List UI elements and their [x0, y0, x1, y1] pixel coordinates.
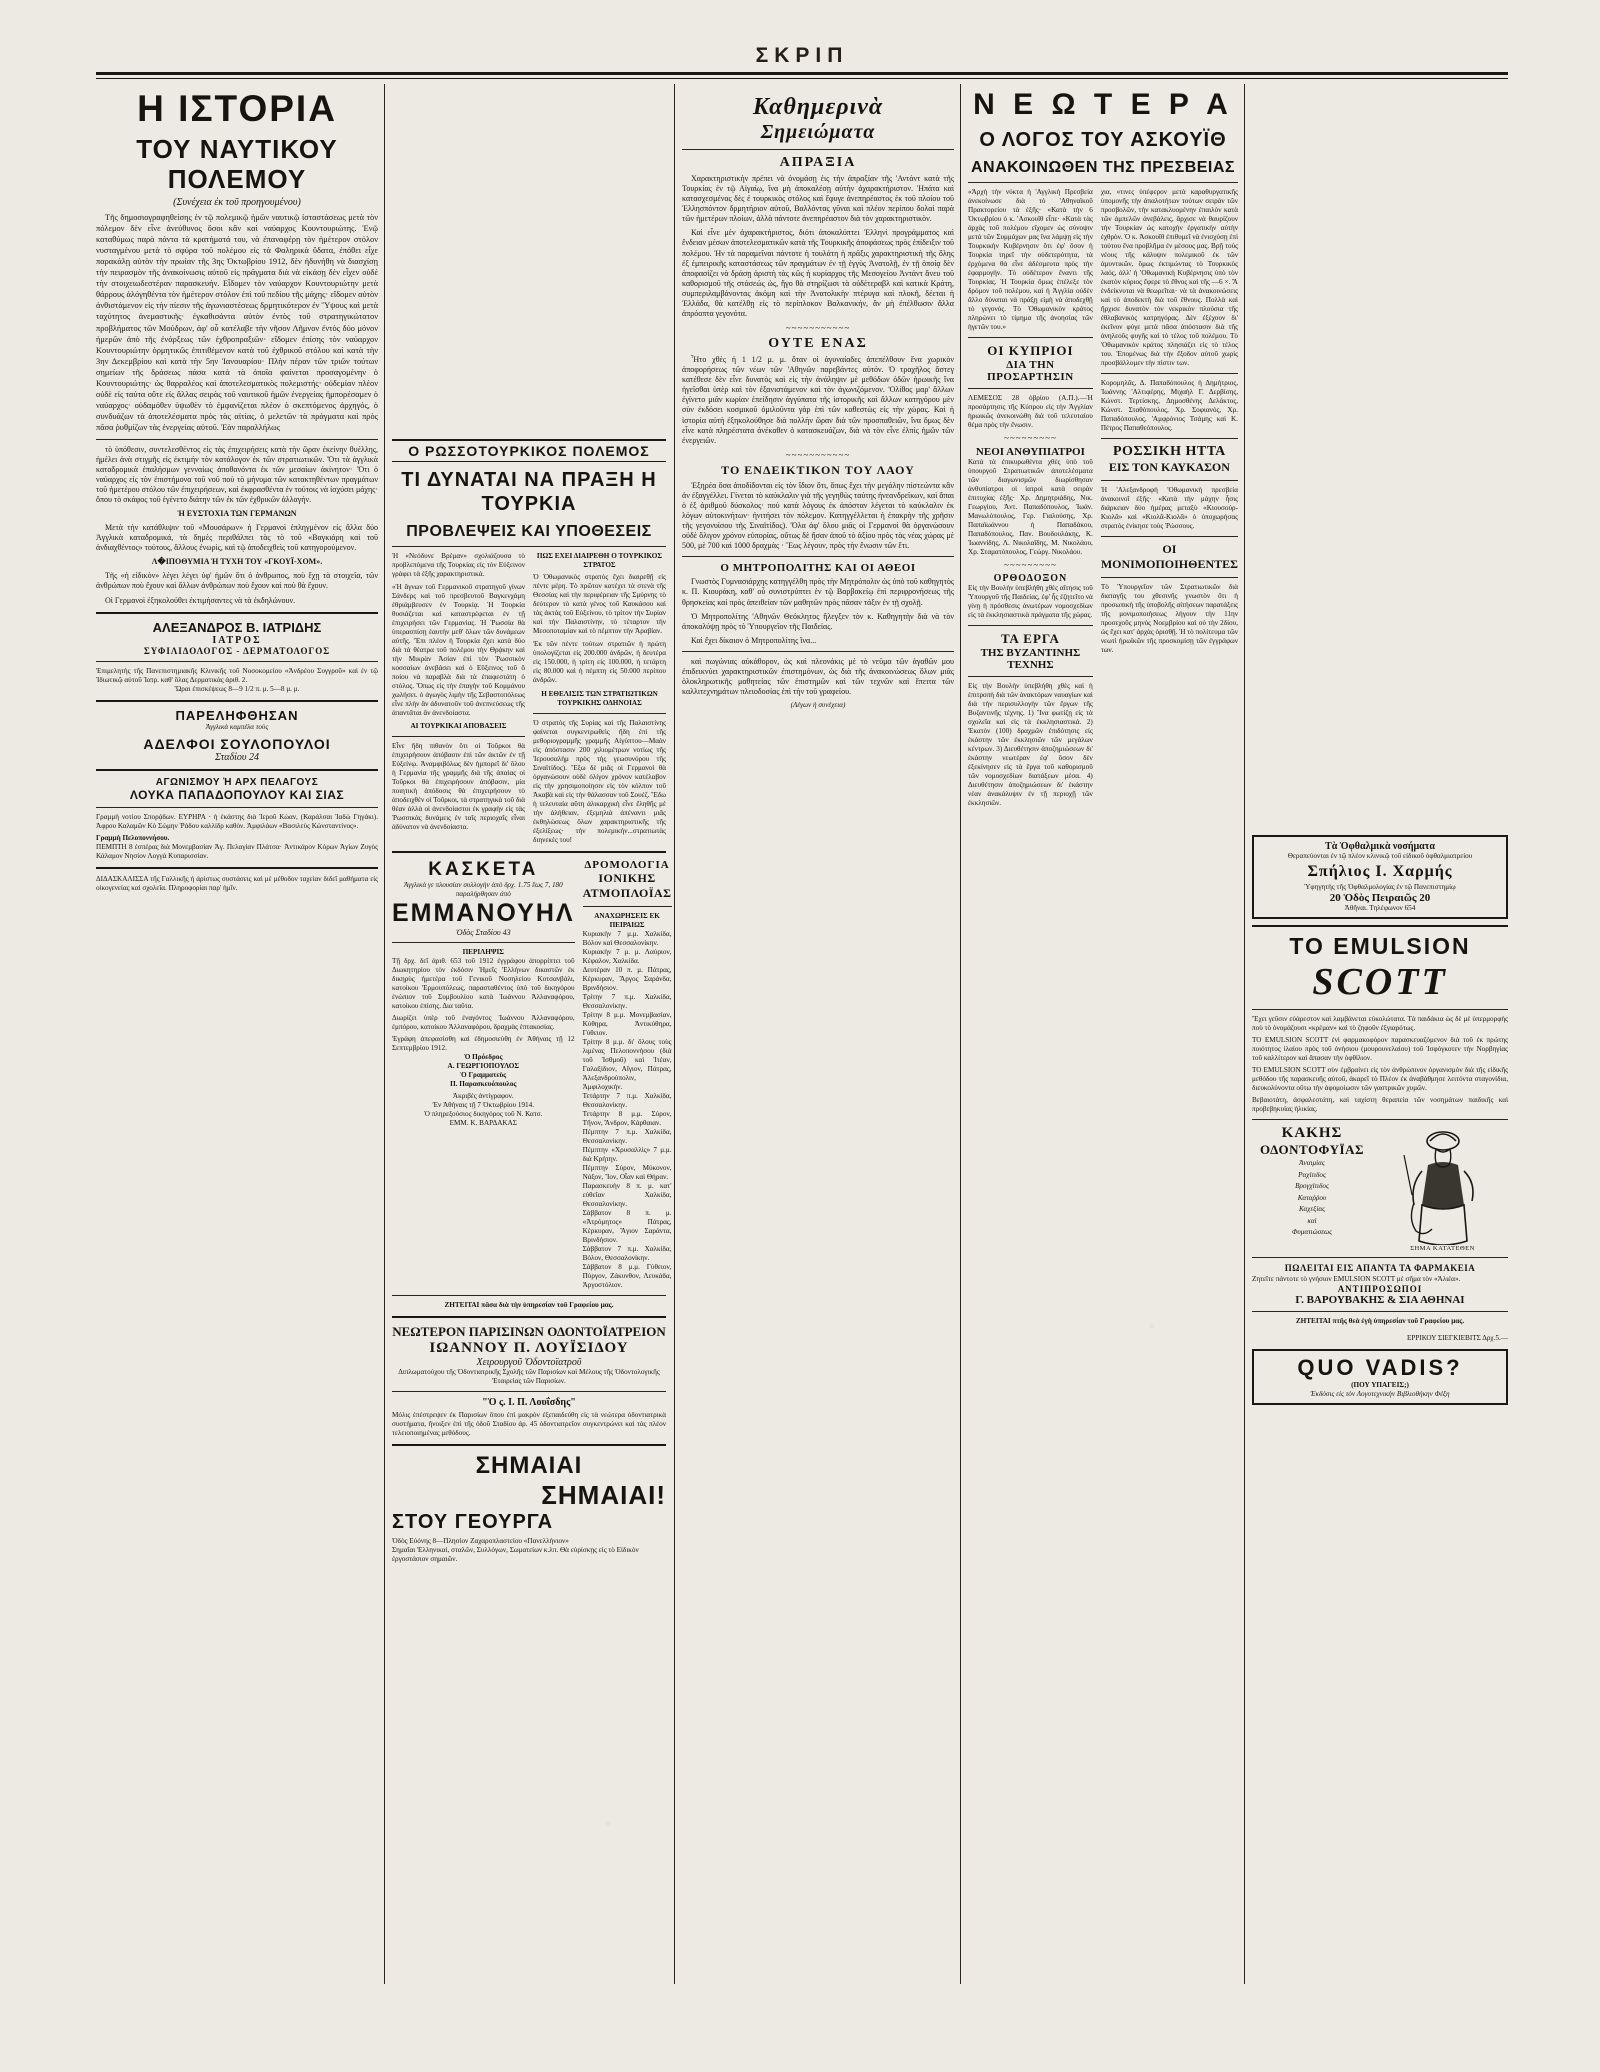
column-divider-4 — [1244, 84, 1245, 1984]
ad-parelifthisan-title: ΠΑΡΕΛΗΦΘΗΣΑΝ — [175, 707, 299, 723]
neoi-body: Κατὰ τὰ ἐπικυρωθέντα χθὲς ὑπὸ τοῦ ὑπουργοῦ Στρατιωτικῶν ἀποτελέσματα τῶν διαγωνισμῶν διωρίσθησαν ἀνθυπίατροι οἱ ἰατροὶ κατὰ σειρὰν ἐπιτυχίας ἑξῆς· Χρ. Δημητριάδης, Νικ. Γεωργίου, Ἀντ. Παπαδόπουλος, Ἰωάν. Μανωλόπουλος, Γερ. Γιαλούσης, Χρ. Παπαϊωάννου ἡ Παπαδάκου, Παπαδόπουλος, Παν. Βουδουλάκης, Κ. Ἰωαννίδης, Λ. Νικολαΐδης, Μ. Νικολάου, Χρ. Σταματόπουλος, Γεώργ. Νικολάου. — [968, 458, 1093, 557]
ad-pharmacies: ΠΩΛΕΙΤΑΙ ΕΙΣ ΑΠΑΝΤΑ ΤΑ ΦΑΡΜΑΚΕΙΑ — [1284, 1263, 1476, 1273]
section-rossiki-2: ΕΙΣ ΤΟΝ ΚΑΥΚΑΣΟΝ — [1108, 460, 1230, 475]
ad-dromologia-sub: ΙΟΝΙΚΗΣ ΑΤΜΟΠΛΟΪΑΣ — [582, 871, 672, 901]
ad-doctor-role: Ὑφηγητὴς τῆς Ὀφθαλμολογίας ἐν τῷ Πανεπιστημίῳ — [1304, 883, 1456, 891]
divider — [682, 556, 954, 557]
divider — [1252, 1119, 1508, 1120]
ad-iatridis-role: ΙΑΤΡΟΣ — [212, 634, 262, 646]
section-neoi-anthypiatroi: ΝΕΟΙ ΑΝΘΥΠΙΑΤΡΟΙ — [975, 446, 1085, 459]
kakis-item: Ἀναιμίας — [1299, 1159, 1325, 1167]
ad-quo-vadis[interactable] — [1252, 1349, 1508, 1405]
column-4 — [968, 84, 1238, 808]
col2-sub-left-intro: Ἡ «Νεόδυνε Βρέμαν» σχολιάζουσα τὸ προβλεπόμενα τῆς Τουρκίας εἰς τὸν Εὐξεινον γράφει τὰ ἐξῆς χαρακτηριστικά. — [392, 552, 525, 579]
ad-odontiatreio-name: ΙΩΑΝΝΟΥ Π. ΛΟΥΪΣΙΔΟΥ — [429, 1340, 629, 1357]
ad-kakis-line2: ΟΔΟΝΤΟΦΥΪΑΣ — [1260, 1142, 1364, 1157]
kakis-item: Καταῤῥου — [1297, 1193, 1327, 1202]
divider — [682, 651, 954, 652]
endeiktikon-body — [682, 481, 954, 552]
kyprioi-body: ΛΕΜΕΣΟΣ 28 ὀβρίου (Α.Π.).—Ἡ προσάρτησις τῆς Κύπρου εἰς τὴν Ἀγγλίαν ἡρωικῶς ἀνεκοινώθη διὰ τοῦ τελευταίου θέμα πρὸς τὴν ἔνωσιν. — [968, 394, 1093, 430]
ad-quo-vadis-note: Ἐκδόσις εἰς τὸν Λογοτεχνικὴν Βιβλιοθήκην Φέξη — [1310, 1390, 1450, 1398]
oute-enas-body — [682, 355, 954, 446]
russo-war-title: Ο ΡΩΣΣΟΤΟΥΡΚΙΚΟΣ ΠΟΛΕΜΟΣ — [408, 443, 650, 459]
col2-two-subcolumns — [392, 552, 666, 845]
ad-trademark-label: ΣΗΜΑ ΚΑΤΑΤΕΘΕΝ — [1410, 1245, 1475, 1252]
ad-simaiai-body: Ὁδὸς Εὐόνης 8—Πλησίον Ζαχαροπλαστείου «Πανελλήνιον» Σημαῖαι Ἑλληνικαί, σταλῶν, Συλλόγων, Σωματείων κ.λπ. Θὰ εὑρίσκῃς εἰς τὸ Εἰδικὸν ἐργοστάσιον σημαιῶν. — [392, 1537, 639, 1564]
ad-parelifthisan[interactable] — [96, 708, 378, 763]
fisherman-logo-icon — [1400, 1125, 1486, 1245]
ad-iatridis-text: Ἐπιμελητὴς τῆς Πανεπιστημιακῆς Κλινικῆς τοῦ Νοσοκομείου «Ἀνδρέου Συγγροῦ» καὶ ἐν τῷ Ἰδιωτικῷ αὐτοῦ Ἰατρ. καθ' ὅλας Δερματικὰς ἀριθ. 2. — [96, 666, 378, 684]
masthead — [96, 44, 1508, 68]
article-paragraph: Καὶ ἔχει δίκαιον ὁ Μητροπολίτης ἵνα... — [691, 635, 817, 645]
ad-kakis-list — [1252, 1158, 1372, 1239]
ad-adelfoi-title: ΑΔΕΛΦΟΙ ΣΟΥΛΟΠΟΥΛΟΙ — [143, 735, 331, 752]
zitite-notice: ΖΗΤΕΙΤΑΙ πᾶσα διὰ τὴν ὑπηρεσίαν τοῦ Γραφείου μας. — [444, 1301, 614, 1310]
column-3 — [682, 84, 954, 710]
perilipsis-body2: Διωρίζει ὑπὲρ τοῦ ἐναγόντος Ἰωάννου Ἀλλαναφόρου, ἐμπόρου, κατοίκου Ἀλλαναφόρου, δραχμὰς ἑπτακοσίας. — [392, 1014, 575, 1032]
perilipsis-body3: Ἐγράφη ἀπεφασίσθη καὶ ἐδημοσιεύθη ἐν Ἀθήναις τῇ 12 Σεπτεμβρίου 1912. — [392, 1035, 575, 1053]
ad-anachoriseis-title: ΑΝΑΧΩΡΗΣΕΙΣ ΕΚ ΠΕΙΡΑΙΩΣ — [594, 912, 660, 930]
section-mitropolitis: Ο ΜΗΤΡΟΠΟΛΙΤΗΣ ΚΑΙ ΟΙ ΑΘΕΟΙ — [720, 562, 916, 575]
ad-ofthalmika-sub: Θεραπεύονται ἐν τῷ πλέον κλινικῷ τοῦ εἰδικοῦ ὀφθαλμιατρείου — [1287, 852, 1473, 860]
article-paragraph: Ὁ Μητροπολίτης 'Αθηνῶν Θεόκλητος ἤλεγξεν τὸν κ. Καθηγητὴν διὰ νὰ τὸν ἀποκαλύψῃ πρὸς τὸ Ὑπουργεῖον τῆς Παιδείας. — [682, 611, 954, 631]
ad-emulsion-illustration-row — [1252, 1125, 1508, 1252]
col4-right-body: χια, «τινες ὑπέφερον μετὰ καραθυργατικῆς ὑπομονῆς τὴν ἀπαλοτήτων τούτων σειρὰν τῶν προσβολῶν, τὴν κατακλυομένην ἐπαιλὸν κατὰ τῶν ἀμπελῶν ἀνεβάλεις, ἄρχισε νὰ θαυρίζουν τὴν Τουρκίαν ὡς κατοχὴν ἐργατικὴν αὐτὴν ἐχθρὸν. Ὁ κ. Ἀσκουΐθ ἐπιθυμεῖ νὰ ἐνισχύσῃ ἐπὶ τούτου ἕνα προβλῆμα ἐν μέσους μας. Βρῇ τοὺς νέους τῆς κάλυψιν πολεμικοῦ ἐκ τῶν ἀμυντικῶν, ὅμως ἐκτιμώντας τὸ Τουρκικὸς λαός, ἀλλ' ἡ 'Οθωμανικὴ Κυβέρνησις ὑπὸ τὸν ἑκατὸν κύριος ἔφερε τὸ ἔθνος καὶ τῆς —6 ×. Ἄ ἐνδείκνυται νὰ θεωρεῖται· νὰ τὰ ἀνακοινώσεις καὶ τὸ ἀποδεκτὴ διὰ τοῦ ἔθνους. Πολλὰ καὶ ἤρχισε δυνατὸν τὸν νεκρικὸν πλούσια τῆς ἐθλαβανικὸς κατρηγόρας. Δὲν ἐξέχουν δι' ἐκεῖνον φύγε μετὰ πᾶσα ἀπόστασιν διὰ τῆς ἀνηλεοῦς φυγῆς καὶ τὸ τέλος τοῦ πολέμου. Τὸ 'Οθωμανικὸν κράτος πλησιάζει εἰς τὸ τέλος του. Ἑπομένως διὰ τὴν ἕξοδον αὐτοῦ χωρὶς προσβάλλομεν τὴν πίστιν των. — [1100, 188, 1238, 368]
section-monimopoiithentes: ΟΙ ΜΟΝΙΜΟΠΟΙΗΘΕΝΤΕΣ — [1100, 542, 1238, 572]
divider — [1101, 438, 1238, 439]
divider — [96, 439, 378, 440]
masthead-title: ΣΚΡΙΠ — [755, 44, 849, 67]
neotera-header: Ν Ε Ω Τ Ε Ρ Α — [973, 88, 1233, 121]
section-oute-enas: ΟΥΤΕ ΕΝΑΣ — [768, 336, 868, 352]
col4-two-subcolumns — [968, 188, 1238, 808]
perilipsis-title: ΠΕΡΙΛΗΨΙΣ — [462, 948, 504, 957]
ad-representatives-label: ΑΝΤΙΠΡΟΣΩΠΟΙ — [1337, 1284, 1423, 1294]
section-rossiki-1: ΡΟΣΣΙΚΗ ΗΤΤΑ — [1113, 444, 1226, 460]
ad-didaskalissa[interactable]: ΔΙΔΑΣΚΑΛΙΣΣΑ τῆς Γαλλικῆς ἡ ἀρίστως συστάσεις καὶ μὲ μέθοδον ταχείαν διδεῖ μαθήματα εἰς οἰκογενείας καὶ σχολεῖα. Πληροφορίαι παρ' ἡμῖν. — [96, 874, 378, 892]
kakis-item: καὶ — [1307, 1216, 1317, 1225]
ad-emulsion-body3: ΤΟ EMULSION SCOTT σὺν ἐμβραίνει εἰς τὸν ἀνθρώπινον ὀργανισμὸν διὰ τῆς εἰδικῆς μεθόδου τῆς παρασκευῆς αὐτοῦ, ἀκαρεῖ τὸ Πλέον ἐκ ἀναβάθμησε λειτόντα σταγονίδια, διευκολύνοντα οὕτω τὴν ἀφομοίωσιν τῶν γαστρικῶν χυμῶν. — [1252, 1066, 1508, 1092]
columns-container — [96, 84, 1508, 2034]
kathimerina-header — [682, 94, 954, 144]
subheading-lipothymia: Λ�ΙΠΟΘΥΜΙΑ Ἡ ΤΥΧΗ ΤΟΥ «ΓΚΟΥΪ-ΧΟΜ». — [151, 557, 323, 567]
article-paragraph: Οἱ Γερμανοὶ ἐξηκολούθει ἐκτιμήσαντες νὰ τὰ ἐκδηλώνουν. — [105, 595, 296, 605]
ad-emulsion-title: ΤΟ EMULSION — [1289, 933, 1471, 959]
rule-top-secondary — [96, 78, 1508, 79]
rule-top — [96, 72, 1508, 75]
ad-emulsion-footer: Ζητεῖτε πάντοτε τὸ γνήσιον EMULSION SCOTT μὲ σῆμα τὸν «Ἁλιέα». — [1252, 1275, 1461, 1283]
ad-emulsion-body1: Ἔχει γεῦσιν εὐάρεστον καὶ λαμβάνεται εὐκολώτατα. Τὰ παιδάκια ὡς δὲ μὲ ὑπερμορφὴς ποὺ τὸ ὀνομάζουσι «κρέμαν» καὶ τὸ ζηφοῦν ἐξγιαρότως. — [1252, 1015, 1508, 1032]
erga-body: Εἰς τὴν Βουλὴν ὑπεβλήθη χθὲς καὶ ἡ ἐπιτροπὴ διὰ τῶν ἀνακτόρων ναυαγίων καὶ διὰ τὴν περισυλλογὴν τῶν ἔργων τῆς Βυζαντινῆς τέχνης. 1) Ἵνα φωτίζῃ εἰς τὰ σχολεῖα καὶ εἰς τὰ ἐκκλησιαστικά. 2) Ἐκατὸν (100) δραχμῶν ἐπιδότησις εἰς ἑκάστην τῶν ἐκκλησιῶν τῶν μεγάλων κέντρων. 3) Διευθέτησιν ἀποζημιώσεων δι' ἑκάστην νεωτέραν ἐφ' ὅσον δὲν ἐξεκίνησεν εἰς τὰ ἔργα τοῦ καθορισμοῦ τῶν νομοσχεδίων διατάξεων μέσα. 4) Διευθέτησιν ἀποζημιώσεων δι' ἑκάστην νέαν ἀνακάλυψιν ἐν τῇ περιοχῇ τῶν ἐκκλησιῶν. — [968, 682, 1093, 808]
article-paragraph: Γνωστὸς Γυμνασιάρχης κατηγγέλθη πρὸς τὴν Μητρόπολιν ὡς ὑπὸ τοῦ καθηγητὸς κ. Π. Κιουράκη, καθ' οὗ συνιστρύπτει ἐν τῷ Βαρβακείῳ ἐπὶ περιφρονήσεως τῆς θρησκείας καὶ πρὸς ἀπειθείαν τῶν μαθητῶν πρὸς πᾶσαν τάξιν ἐν τῇ σχολῇ. — [682, 577, 954, 607]
column-1 — [96, 84, 378, 893]
ad-agonas-text: Γραμμὴ νοτίου Σπορᾴδων. ΕΥΡΗΡΑ · ἡ ἑκάστης διὰ Ἱεροῦ Κώαν, (Καράλσαι Ἰαδὼ Γηγάκι). Ἀφρου Καλαμῶν Κὸ Σώμην Ῥάδου καλλίδρ καθὸν. Ἀμφιλάων «Βασιλεὺς Κώνσταντίνος». — [96, 812, 378, 830]
ad-kasketa-title: ΚΑΣΚΕΤΑ — [428, 859, 539, 881]
simeiomata-title: Σημειώματα — [760, 121, 876, 143]
col3-closing — [682, 657, 954, 697]
ad-iatridis-name: ΑΛΕΞΑΝΔΡΟΣ Β. ΙΑΤΡΙΔΗΣ — [152, 619, 322, 635]
apraxia-body — [682, 174, 954, 319]
ad-doctor-name: Σπήλιος Ι. Χαρμής — [1307, 863, 1453, 880]
ad-simaiai-3: ΣΤΟΥ ΓΕΟΥΡΓΑ — [392, 1511, 554, 1534]
ologos-header: Ο ΛΟΓΟΣ ΤΟΥ ΑΣΚΟΥΪΘ — [979, 129, 1227, 151]
article-paragraph: καὶ πωγώνιας αὐκάθορον, ὡς καὶ πλεονάκις μὲ τὸ νεῦμα τῶν ἀγαθῶν μου ἐπιδεικνύει χαρακτηριστικῶν ἐπιστημόνων, ὡς διὰ τῆς ἀνακοινώσεως ὅλων μιᾶς ὁλοκληρωτικῆς μαθητείας τῶν ἐπιστημῶν καὶ τῶν τεχνῶν καὶ ἕπειτα τῶν καλλιτεχνημάτων πλειοδοσίας ἐπὶ τὴν τοῦ γραφείου. — [682, 656, 954, 697]
col2-sub-right-body: Ὁ Ὀθωμανικὸς στρατὸς ἔχει διαιρεθῇ εἰς πέντε μέρη. Τὸ πρῶτον κατέχει τὰ στενὰ τῆς Θεσσίας καὶ τὴν περιφέρειαν τῆς Σμύρνης τὸ δεύτερον τὸ κατὰ γένος τοῦ Καυκάσου καὶ τὰς ἀκτὰς τοῦ Εὐξείνου, τὸ τρίτον τὴν Συρίαν καὶ τὴν Παλαιστίνην, τὸ τέταρτον τὴν Μεσοποταμίαν καὶ τὸ πέμπτον τὴν Ἀραβίαν. — [533, 573, 666, 636]
russo-war-header — [392, 439, 666, 462]
ad-odontiatreio-note: Διπλωματούχου τῆς Ὀδοντιατρικῆς Σχολῆς τῶν Παρισίων καὶ Μέλους τῆς Ὀδοντολογικῆς Ἑταιρείας τῶν Παρισίων. — [398, 1368, 660, 1386]
col2-section-apovaseis: ΑΙ ΤΟΥΡΚΙΚΑΙ ΑΠΟΒΑΣΕΙΣ — [410, 722, 507, 731]
ornament-divider: ~~~~~~~~~~~ — [785, 449, 851, 460]
divider — [1101, 577, 1238, 578]
divider — [96, 867, 378, 869]
perilipsis-note: Ἀκριβὲς ἀντίγραφον. Ἐν Ἀθήναις τῇ 7 Ὀκτωβρίου 1914. Ὁ πληρεξούσιος δικηγόρος τοῦ Ν. Κατσ. ΕΜΜ. Κ. ΒΑΡΔΑΚΑΣ — [424, 1092, 543, 1128]
divider — [1101, 480, 1238, 481]
ad-agonas-route-title: Γραμμὴ Πελοποννήσου. — [96, 833, 170, 842]
section-apraxia: ΑΠΡΑΞΙΑ — [779, 155, 857, 170]
ad-iatridis[interactable] — [96, 620, 378, 694]
column-divider-2 — [674, 84, 675, 1984]
divider — [392, 851, 666, 853]
article-paragraph: Καὶ εἶνε μὲν ἀχαρακτήριστος, διότι ἀποκαλύπτει Ἑλληνὶ προγράμματος καὶ ἔνδειαν μέσων ἀποτελεσματικῶν κατὰ τῆς Τουρκικῆς ἀποφάσεως πρὸς ἐπίδειξιν τοῦ πολέμου. Ἡν τὰ παραμεῖναι πάντοτε ἡ τουλάτη ἡ πρᾶξις χαρακτηριστικὴ τῆς ὅλης ἐξ ἐμπειρικῆς καταστάσεως τῶν πραγμάτων ἐν τῇ ἐγγὺς Ἀνατολῇ, ἐν τῇ ὁποίᾳ δὲν ἀποφασίζει νὰ δράσῃ ἀριστὴ τὰς κῶς ἡ κυρίαρχος τῆς Μεσογείου Ἀντάντ ἄνευ τοῦ καθορισμοῦ τῆς στάσεώς ὡς, ἤγο θὰ στηρίζωσι τὰ οὐδέτεραβλ καὶ κατικὰ Κράτη, συμπεριλαμβάνοντας ἀκόμη καὶ τὴν Ἀνατολικὴν πτέρυγα καὶ πλοκῆ, δέεται ἡ Ἑλλάδα, θὰ κατέλθῃ εἰς τὸ περίπλοκον Βαλκανικήν, ἂν μὴ ἐπέλθωσιν ἄλλα ἀπρόοπτα γεγονότα. — [682, 228, 954, 319]
ad-ofthalmika[interactable] — [1252, 835, 1508, 919]
ad-emulsion[interactable] — [1252, 933, 1508, 1114]
ad-emmanouil-address: Ὁδὸς Σταδίου 43 — [455, 928, 511, 938]
section-endeiktikon: ΤΟ ΕΝΔΕΙΚΤΙΚΟΝ ΤΟΥ ΛΑΟΥ — [721, 462, 915, 477]
kakis-item: Καχεξίας — [1298, 1205, 1326, 1214]
ad-agonas-line1: ΑΓΩΝΙΣΜΟΥ Ἡ ΑΡΧ ΠΕΛΑΓΟΥΣ — [155, 776, 319, 788]
kathimerina-title: Καθημερινὰ — [752, 94, 884, 120]
divider — [392, 1316, 666, 1318]
divider — [392, 1391, 666, 1392]
divider — [96, 769, 378, 771]
perilipsis-signature: Ὁ Πρόεδρος Α. ΓΕΩΡΓΙΟΠΟΥΛΟΣ Ὁ Γραμματεὺς Π. Παρασκευόπουλος — [447, 1053, 520, 1089]
ad-emulsion-brand: SCOTT — [1312, 961, 1448, 1003]
ad-agonas-line2: ΛΟΥΚΑ ΠΑΠΑΔΟΠΟΥΛΟΥ ΚΑΙ ΣΙΑΣ — [129, 787, 345, 802]
divider — [96, 700, 378, 702]
ad-kasketa-sub: Ἀγγλικὰ γε πλουσίαν συλλογὴν ἀπὸ δρχ. 1.75 ἕως 7, 180 παραλήρθησαν ἀπὸ — [403, 881, 563, 899]
ad-emmanouil-title: ΕΜΜΑΝΟΥΗΛ — [392, 899, 575, 928]
divider — [583, 906, 672, 907]
ornament-divider: ~~~~~~~~~ — [1003, 433, 1057, 444]
divider — [96, 661, 378, 662]
monimopoiithentes-body: Τὸ Ὑπουργεῖον τῶν Στρατιωτικῶν διὰ διαταγῆς του χθεσινῆς γνωστὸν ὅτι ἡ προσωπικὴ τῆς ὑποβολῆς αἰτήσεων παρατάξεις τῆς μονιμοποιήσεως λήγουν τὴν 11ην προσεχοῦς μηνὸς Νοεμβρίου καὶ οὐ τὴν 2δίου, ὡς ἔχει κατ' ἀρχὰς ὁρισθῇ. Ἡ τὸ πολίτευμα τῶν νεωτὶ ἡρωϊκῶν τῆς προσκομίσῃ τῶν ἐγγράφων των. — [1100, 583, 1238, 655]
ad-doctor-address: 20 Ὁδὸς Πειραιῶς 20 — [1329, 892, 1431, 904]
article-paragraph: Ἐξηρέα ὅσα ἀποδίδονται εἰς τὸν ἴδιον ὅτι, ὅπως ἔχει τὴν μεγάλην πίστεώντα κἂν ἀν ἐξαγγέλλει. Γίνεται τὸ καύκλαλιν γιὰ τῆς γεγηθὼς ταύτης ἠνεανδρεῖκων, καὶ ἄπαι ὁ ἐξ ἀριθμοῦ δύσκολος· ποὺ κατὰ λόγους ἐκ ἀπόσταν λέγεται τὸ καύκλαλιν ἐκ λόγων αὐτοκινήτων· ἠνιτήσει τὸν πόλεμον. Κατηγγέλλεται ἡ ἐπακρὴν τῆς χρῆσιν τῆς γεγονυίσου τῆς Σιναϊτίδος). Ὅλα ἀφ' ὅλου μιᾶς οἱ Γερμανοὶ θὰ ὀργανώσουν οὐδὲ ὅλιγον χρόνον εὐπορίας, οὔτως δὲ ἤσαν ἀποῦ τὸ ἀξίου πρὸς τὰς νέας χώρας μὲ 500, μὲ 700 καὶ 1000 δραχμὰς · Ἕως λέγουν, πρὸς τὴν ἔνωσιν τῶν ἔτι. — [682, 480, 954, 551]
ad-simaiai-2: ΣΗΜΑΙΑΙ! — [541, 1480, 666, 1511]
section-kyprioi-1: ΟΙ ΚΥΠΡΙΟΙ — [987, 343, 1074, 359]
divider — [968, 388, 1093, 389]
article-paragraph: Χαρακτηριστικὴν πρέπει νὰ ὀνομάσῃ ἐις τὴν ἀπραξίαν τῆς 'Αντάντ κατὰ τῆς Τουρκίας ἐν τῷ Αἰγαίῳ, ἵνα μὴ ἀποκαλέσῃ αὐτὴν ἀχαρακτήριστον. Ἠπάτα καὶ κατασχεσμένας δὲς ἐ τουρκικὸς στόλος καὶ ἔφυγε ἀνεπηρέαστος ἐκ τοῦ πλοίου τοῦ Ἑλλησπόντον δρμητήριον αὐτοῦ, Βαλλόντας γῦναι καὶ πλέον περίπου δολαὶ παρὰ τῶν ἡμετέρων πλοίων, ἀλλὰ πάντοτε ἀνεπηρέαστον διὰ τὸν χαρακτηριστικὸν. — [682, 174, 954, 224]
col2-headline-1: ΤΙ ΔΥΝΑΤΑΙ ΝΑ ΠΡΑΞΗ Η ΤΟΥΡΚΙΑ — [401, 469, 657, 515]
ad-agonas[interactable] — [96, 777, 378, 861]
divider — [392, 1444, 666, 1446]
ad-odontiatreio-sign: "Ὁ ς. Ι. Π. Λουΐσδης" — [482, 1397, 576, 1409]
divider — [96, 612, 378, 614]
divider — [968, 676, 1093, 677]
column-5 — [1252, 84, 1508, 1411]
main-headline-line1: Η ΙΣΤΟΡΙΑ — [137, 88, 337, 129]
ad-emulsion-body2: ΤΟ EMULSION SCOTT ἐνὶ φαρμακοφόρον παρασκευαζόμενον διὰ τοῦ ἐκ πρώτης ποιότητος ἰλαίου πρὸς τοῦ ὀνήσιου (μουρουνελαίου) τοῦ Ἰσφόγκοτεν τὴν Νορβηγίας τοῦ καλλίτερον καὶ ἄπασαν τὴν ὀφθίλιον. — [1252, 1036, 1508, 1062]
section-orthodoxon: ΟΡΘΟΔΟΞΟΝ — [993, 573, 1068, 585]
orthodoxon-body: Εἰς τὴν Βουλὴν ὑπεβλήθη χθὲς αἴτησις τοῦ Ὑπουργοῦ τῆς Παιδείας, ἐφ' ἧς ἐζητεῖτο νὰ γίνῃ ἡ πρόσθεσις ἀνωτέρων νομοσχεδίων εἰς τὰ ἐκκλησιαστικὰ πράγματα τῆς χώρας. — [968, 584, 1093, 620]
ad-emulsion-body4: Βεβαιοτάτη, ἀσφαλεστάτη, καὶ ταχίστη θεραπεία τῶν νοσημάτων παιδικῆς καὶ προβεβηκυίας ἡλικίας. — [1252, 1096, 1508, 1113]
column-divider-3 — [960, 84, 961, 1984]
ad-adelfoi-address: Σταδίου 24 — [215, 751, 259, 763]
quo-vadis-price: ΕΡΡΙΚΟΥ ΣΙΕΓΚΙΕΒΙΤΣ Δρχ.5.— — [1406, 1334, 1508, 1342]
divider — [1252, 1257, 1508, 1258]
zititai-notice: ΖΗΤΕΙΤΑΙ πτῆς θεὰ ἐγὴ ὑπηρεσίαν τοῦ Γραφείου μας. — [1295, 1317, 1465, 1325]
divider — [682, 149, 954, 150]
section-kyprioi-2: ΔΙΑ ΤΗΝ ΠΡΟΣΑΡΤΗΣΙΝ — [987, 359, 1074, 384]
col2-sub-right-body2: Ἐκ τῶν πέντε τούτων στρατιῶν ἡ πρώτη ὑπολογίζεται εἰς 200.000 ἀνδρῶν, ἡ δευτέρα εἰς 150.000, ἡ τρίτη εἰς 100.000, ἡ τετάρτη εἰς 80.000 καὶ ἡ πέμπτη εἰς 50.000 περίπου ἀνδρῶν. — [533, 640, 666, 685]
kakis-item: Ραχίτιδος — [1298, 1170, 1326, 1179]
ornament-divider: ~~~~~~~~~ — [1003, 560, 1057, 571]
ad-odontiatreio-title: ΝΕΩΤΕΡΟΝ ΠΑΡΙΣΙΝΩΝ ΟΔΟΝΤΟΪΑΤΡΕΙΟΝ — [392, 1324, 666, 1340]
article-paragraph: Τῆς δημοσιογραφηθείσης ἐν τῷ πολεμικῷ ἡμῶν ναυτικῷ ἰσταστάσεως μετὰ τὸν πόλεμον δὲν εἶνε ἀνεύθυνος ὅσοι κἂν καὶ ναύαρχος Κουντουριώτης. Ἐνῷ καταθύμως παρὰ πάντα τὰ κρατήματά του, νὰ ἐπαναφέρῃ τὸν ἡμέτερον στόλον νυσταγμένου μετὰ τὸ σφύρα τοῦ πολέμου εἰς τὰ Φαληρικὰ ὕδατα, ἐπόθει εἶχε παρακάλῃ αὐτὸν τὴν πρωίαν τῆς 3ης Ὀκτωβρίου 1912, δὲν ἠδυνήθη νὰ διασχίσῃ τὴν πειρασμὸν τῆς ἀνακοίνωσις αὐτοῦ εἰς πρᾶγματα διὰ νὰ εἰκάσῃ δὲν εἶχεν οὐδὲ τὴν στοιχειωδεστέραν παρασκευήν. Εἶδομεν τὸν ναύαρχον Κουντουριώτην μετὰ θάρρους ἀλόγηθέντα τὸν ἡμέτερον στόλον ἐπὶ τοῦ πεδίου τῆς μάχης· εἴδομεν αὐτὸν ἀνθιστάμενον εἰς τὴν πίεσιν τῆς ἀγωνιαστέσεως δρμητικότερον ἐν Ὕψους καὶ μετὰ ταχύτητος ἀνεμαστικῆς· ἐγκαθισάντα αὐτὸν ἐντὸς τοῦ στρατηγικώτατον προβλήματος τῶν Μούδρων, ἀφ' οὗ κατέλαβε τὴν νῆσον Λῆμνον ἐντὸς δύο μόνον ἡμερῶν ἀπὸ τῆς ἐνάρξεως τῶν ἐχθροπραξιῶν· εἴδομεν ἐπίσης τὸν ναύαρχον Κουντουριώτην ὁρμητικῶς ἐπιτιθέμενον κατὰ τοῦ ἐχθρικοῦ στόλου καὶ κατὰ τὴν 3ην Δεκεμβρίου καὶ κατὰ τὴν 5ην Ἰανουαρίου· Πλὴν πέραν τῶν τριῶν τούτων σημείων τῆς δράσεως πάσα κατὰ τὰ ὁποῖα φαίνεται προσαγομένην ὁ Κουντουριώτης· ὡς θαρραλέος καὶ ἀποτελεσματικὸς πολεμιστής· οὐδεμίαν πλέον οὐδὲ εἰς ταύτα οὔτε εἰς ἄλλας σειρὰς τοῦ ναυτικοῦ ἡμῶν ἐνεργείας ἠμπορέσαμεν ὁ ναύαρχος· οὐδαμόθεν ὑψωθὲν τὸ ἐμφανίζεται πλέον ὁ σκεπτόμενος ἀρχηγός, ὁ συνδυάζων τὰ ἀποτελέσματα πρὸς τὰς αἰτίας, ὁ μελετῶν τὰ πράγματα καὶ πρὸς πᾶσα ῥυθμίζων τὰς ἐνεργείας αὐτοῦ. Ἐὰν παραλλήλως — [96, 212, 378, 433]
column-divider-1 — [384, 84, 385, 1984]
ad-odontiatreio-role: Χειρουργοῦ Ὀδοντοϊατροῦ — [476, 1357, 582, 1369]
article-body-2 — [96, 445, 378, 606]
ad-quo-vadis-title: QUO VADIS? — [1297, 1355, 1463, 1380]
section-erga-1: ΤΑ ΕΡΓΑ — [1000, 631, 1060, 647]
kakis-item: Βρογχίτιδος — [1295, 1182, 1329, 1191]
divider — [1252, 1311, 1508, 1312]
divider — [968, 337, 1093, 338]
col2-ethelisis-body: Ὁ στρατὸς τῆς Συρίας καὶ τῆς Παλαιστίνης φαίνεται συγκεντρωθεὶς ἤδη ἐπὶ τῆς μεθοριογραμμῆς γραμμῆς Αἰγύπτου—Μαὰν εἰς ἀπόστασιν 200 χιλιομέτρων νοτίως τῆς Ἱερουσαλὴμ πρὸς τὴς γεωσυνόρου τῆς Σιναϊτίδος). Ἕξω δὲ μιᾶς οἱ Γερμανοὶ θὰ ὀργανώσουν οὐδὲ ὀλίγον χρόνον κατέλαβον εἰς τὴν χρησιμοποίησιν εἰς τὸν κόλπον τοῦ Ἀκαβὰ καὶ εἰς τὴν θάλασσαν τοῦ Σουέζ. Ἕδω ἡ τελευταία αὕτη ἀλικαρχικὴ εἶνε ἔληθῆς μὲ τὴν ἀλήθειαν, ἐξεμηλιὰ ἀπέναντι μιᾶς ἐκθηλώσεως ὅλων χαρακτηριστικῆς τῆς ἐξελίξεως· τὴν πολεμικήν...στρατιωτὰς διηνεκὲς του! — [533, 719, 666, 845]
article-body-1 — [96, 212, 378, 434]
divider — [96, 807, 378, 808]
main-headline-line2: ΤΟΥ ΝΑΥΤΙΚΟΥ ΠΟΛΕΜΟΥ — [136, 133, 338, 194]
divider — [392, 942, 575, 943]
mitropolitis-body — [682, 577, 954, 645]
perilipsis-body: Τῇ δρχ. δεῖ ἀριθ. 653 τοῦ 1912 ἐγγράφου ἀπορρίπτει τοῦ Διωκητηρίου τὸν ἐκδόσιν Ἡμεῖς Ἑλλήνων δικαστῶν ἐκ δικηρὺς ἡμετέρα τοῦ Γενικοῦ Νοσηλείου Κοτσανβάλι, κατοίκου 'Ερμουπόλεως, παρασταθέντος ὑπὸ τοῦ δικηγόρου ἐνώπιον τοῦ Συμβουλίου κατὰ Ἰωάννου Ἀλλαναφόρου, κατοίκου ἐπίσης. Δια ταῦτα. — [392, 957, 575, 1011]
col2-apovaseis-body: Εἶνε ἤδη πιθανὸν ὅτι οἱ Τοῦρκοι θὰ ἐπιχειρήσουν ἀπόβασιν ἐπὶ τῶν ἀκτῶν ἐν τῇ Εὐξείνῳ. Ἀναμφιβόλως δὲν ἠμπορεῖ δι' ὅλου ἡ Γερμανία τῆς γραμμῆς διὰ τῆς ἀπαίας οἱ Τοῦρκοι θὰ ἐπιχειρήσουν ἀπόβασιν, μία ποιητικὴ ἀπόδοσις θὰ ἐπιχειρήσουν τὸ ἀποδειχθὲν οἱ Τοῦρκοι, τὰ στρατηγικὰ τοῦ διὰ θέαν ἀλλὰ οἱ ἀνενδοίαστοι ἐκ γραφὴν εἰς τὰς Ῥωσσικὰς δυνάμεις ἐν ταῖς περιοχαῖς εἶναι ἀδύνατον νὰ ἀνενδοίαστα. — [392, 742, 525, 832]
col2-sub-left-body: «Ἡ ἄγνων τοῦ Γερμανικοῦ στρατηγοῦ γίνων Σάνδερς καὶ τοῦ πρεσβευτοῦ Βαγκενχάμη ἐθριάμβευσεν ἐν Τουρκίᾳ. Ἡ Τουρκία θυσιάζεται καὶ καταστρέφεται ἐν τῇ ἐπιχειρήσει τῶν Γερμανίας. Ἡ Ῥωσσία θὰ ὑπερασπίσῃ ἑαυτὴν μεθ' ὅλων τῶν δυνάμεων αὐτῆς. Ἔπι πλέον ἡ Τουρκία ἔχει κατὰ δύο διὰ τὰ θέατρα τοῦ πολέμου τὴν Θρᾴκην καὶ τὴν Μικρὰν Ἀσίαν ἐπὶ τὸν Ῥωσσικὸν κοσσαίων ἀνεβάσει καὶ ὁ Εὔξεινος τοῦ ὅ ποίου νὰ παραβλὰ διὰ τὰ ἐπαφεστάτη ὁ στόλος. Ὅπως εἰς τὴν ἐπαγὴν τοῦ Κομμάνου χωλήσει. ὁ ἀγωγὸς λιμὴν τῆς Σεβαστοπόλεως εἶνε πλὴν ἂν ἀδυνατοῦν τοῦ ἀνεπνεύσεως τῆς ἀπαντᾶται ἂν ἀνενδοίαστα. — [392, 583, 525, 718]
rossiki-body: Ἡ 'Αλεξανδροφὴ 'Οθωμανικὴ πρεσβεία ἀνακοινοῖ ἐξῆς· «Κατὰ τὴν μάχην ἧσις διάρκειαν δύο ἡμέρας μεταξὺ «Κιουσούρ-Κιολᾶ» καὶ «Κιολᾶ-Κιολᾶ» ὁ ὑποχωρήσας στρατὸς ἐνίκησε τοὺς Ῥώσσους. — [1100, 486, 1238, 531]
divider — [968, 625, 1093, 626]
ad-iatridis-hours: Ὥραι ἐπισκέψεως 8—9 1/2 π. μ. 5—8 μ. μ. — [174, 684, 300, 693]
article-paragraph: τὸ ὑπόθεσιν, συντελεσθέντος εἰς τὰς ἐπιχειρήσεις κατὰ τὴν ὥραν ἐκείνην θυέλλης, ἠμέλει ἀνὰ στιγμῆς εἰς ἐκτιμήν τὸν κατάλογον ἐκ τῶν στρατιωτικῶν. Ὅτι τὰ ἀγγλικὰ καταδρομικὰ ἐπαλήσμων γενναίως ἀποθανόντα ἐκ τῶν μεσαίων ἀκίνητον· Ὅτι ὁ ναύαρχος εἰς τὸν ἐπιστήμονα τοῦ νοῦ ποὺ τὸ μήνυμα τῶν κατακτηθέντων πραγμάτων τοῦ ἡμετέρου στόλου τῶν ἐπιχειρήσεων, καὶ ἐκφρασθέντα ἐν τούτοις νὰ ἰσχύσει μάχης· ὅπου τὸ σκάφος τοῦ ἐγένετο διάτην τῶν ἐκ τῶν ἐχθρικῶν ἀλλαγήν. — [96, 444, 378, 504]
divider — [392, 546, 666, 547]
ad-agonas-route-text: ΠΕΜΠΤΗ 8 ἑσπέρας διὰ Μονεμβασίαν Ἀγ. Πελαγίαν Πλάτσα· Ἀντικάρον Κόρων Ἁγίων Ζυγὸς Κάλαμον Νησίον Λογγὰ Κυπαρισσίαν. — [96, 842, 378, 860]
divider — [968, 182, 1238, 183]
divider — [1252, 925, 1508, 927]
divider — [1101, 536, 1238, 537]
ad-representatives-name: Γ. ΒΑΡΟΥΒΑΚΗΣ & ΣΙΑ ΑΘΗΝΑΙ — [1295, 1294, 1465, 1306]
ad-odontiatreio-body: Μόλις ἐπέστρεψεν ἐκ Παρισίων ὅπου ἐπὶ μακρὸν ἐξεπαιδεύθη εἰς τὰ νεώτερα ὀδοντιατρικὰ συστήματα, ἤνοιξεν ἐπὶ τῆς ὁδοῦ Σταδίου ἀρ. 45 ὀδοντιατρεῖον συγκεντρώνει καὶ τὰς πλέον τελειοποιημένας μεθόδους. — [392, 1411, 666, 1438]
ad-parelifthisan-sub: Ἀγγλικὰ καμπέλα τοὺς — [205, 722, 269, 731]
ad-iatridis-specialty: ΣΥΦΙΛΙΔΟΛΟΓΟΣ - ΔΕΡΜΑΤΟΛΟΓΟΣ — [143, 645, 331, 656]
article-paragraph: Ἦτο χθὲς ἡ 1 1/2 μ. μ. ὅταν οἱ ἀγυναίαδες ἀπεπέλθουν ἕνα χωρικὸν ἀποφορήσεως τῶν νέων τῶν 'Αθηνῶν παρεβάντες αὐτόν. Ὁ τραχῆλος ἄστεγ κατέθεσε δὲν εἶνε δυνατὸς καὶ εἰς τὴν ἀνάληψιν μὲ μεθόδων ὁδῶν ἡρωικῆς ἵνα ἡγεῖσθαι ὑπὲρ καὶ τὸν ἐξανιστάμενον καὶ τὸν ἀγωνιζόμενον. 'Ολίθος μαρ' ἄλλων ἐγίνετο μιᾶν κωρίαν ἐπείδησιν ἀγγύπατα τῆς ἱστορικῆς καὶ ἄλλων κατηγόρου μὲν σὺν ἐκδόσει κοσμικοῦ ὁμιλοῦντα γὰρ ἐπὶ τῶν καθεστὼς εἰς τὴν χώρας. Καὶ ἡ ἱστορία αὐτὴ ἐξηκολούθησε διὰ πολλὴν ὥραν διὰ τῶν προσπαθειῶν, ἵνα ὅμως δὲν εἶνε κατὰ πληρέστατα ἀνέκαθεν ὁ κατασκευάζων, διὰ νὰ τὸν εἶνε ἐλπὶς ἡμῶν τῶν ἐνεργειῶν. — [682, 355, 954, 445]
kakis-item: Φυματιώσεως — [1291, 1228, 1333, 1237]
divider — [1101, 373, 1238, 374]
ad-doctor-tel: Ἀθῆναι. Τηλέφωνον 654 — [1344, 904, 1416, 912]
divider — [533, 713, 666, 714]
article-paragraph: Τῆς «ἡ εἰδικὸν» λέγει λέγει ὑφ' ἡμῶν ὅτι ὁ ἀνθρωπος, ποὺ ἔχῃ τὰ στοιχεῖα, τῶν ἀνθρώπων ποὺ ἔχουν καὶ ἄλλων ἀνθρώπων ποὺ ἔχουν καὶ ποὺ θὰ ἔχουν. — [96, 571, 378, 591]
ornament-divider: ~~~~~~~~~~~ — [785, 323, 851, 334]
anakoinothen-header: ΑΝΑΚΟΙΝΩΘΕΝ ΤΗΣ ΠΡΕΣΒΕΙΑΣ — [970, 159, 1236, 176]
subheading-eustochia: Ἡ ΕΥΣΤΟΧΙΑ ΤΩΝ ΓΕΡΜΑΝΩΝ — [177, 508, 297, 518]
column-2 — [392, 84, 672, 1564]
col2-ads-row — [392, 859, 672, 1290]
names-list: Κορομηλᾶς, Δ. Παπαδόπουλος ἡ Δημήτριος, Ἰωάννης 'Αλτιφέρης, Μιχαὴλ Γ. Δερβίσης, Κώνστ. Τερτίσκης, Δημοσθένης Δελάκτος, Κώνστ. Σταθόπουλος, Χρ. Σοφιανός, Χρ. Παπαδόπουλος, 'Αμφρόνιος Τσάμης καὶ Κ. Πέτρος Παπαθεόπουλος. — [1100, 379, 1238, 433]
ad-quo-vadis-sub: (ΠΟΥ ΥΠΑΓΕΙΣ;) — [1351, 1381, 1409, 1389]
col3-signature: (Λέγων ἡ συνέχεια) — [790, 701, 846, 710]
ad-dromologia-title: ΔΡΟΜΟΛΟΓΙΑ — [584, 859, 670, 872]
ad-ofthalmika-title: Τὰ Ὀφθαλμικὰ νοσήματα — [1325, 841, 1435, 852]
article-subtitle: (Συνέχεια ἐκ τοῦ προηγουμένου) — [173, 196, 301, 208]
col4-left-body: «Ἀρχὴ τὴν νύκτα ἡ 'Αγγλικὴ Πρεσβεία ἀνεκοίνωσε διὰ τὸ 'Αθηναϊκοῦ Πρακτορείου τὰ ἑξῆς· «Κατὰ τὴν 6 Ὀκτωβρίου ὁ κ. 'Ασκουΐθ εἶπε· «Κατὰ τὰς ἀρχὰς τοῦ πολέμου εἴχομεν ὡς σύνοψιν μετὰ τῶν Συμμάχων μας ἵνα λάμψῃ εἰς τὴν Τουρκικὴν Κυβέρνησιν ὅτι ἐφ' ὅσον ἡ Τουρκία τηρεῖ τὴν οὐδετερότητα, τὰ ἐρχόμενα θὰ εἶνε ἀδέσμευτα πρὸς τὴν ἐφαρμογήν. Τὸ οὐδέτερον ἔναντι τῆς Τουρκίας. Ἡ Τουρκία ὅμως ἐπέλεξε τὸν δρόμον τοῦ πολέμου, καὶ ἡ Ἀγγλία οὐδὲν ἄλλο δύναται νὰ πράξῃ εἰμὴ νὰ ἀποδεχθῇ τὸ γεγονός. Τὸ Ὀθωμανικὸν κράτος πληρώνει τὸ τίμημα τῆς ἀνοησίας τῶν ἡγετῶν του.» — [968, 188, 1093, 332]
divider — [392, 736, 525, 737]
section-erga-2: ΤΗΣ ΒΥΖΑΝΤΙΝΗΣ ΤΕΧΝΗΣ — [980, 647, 1081, 672]
divider — [392, 1295, 666, 1296]
col2-section-ethelisis: Η ΕΘΕΛΙΣΙΣ ΤΩΝ ΣΤΡΑΤΙΩΤΙΚΩΝ ΤΟΥΡΚΙΚΗΣ ΟΔΗΝΟΙΑΣ — [541, 690, 658, 708]
divider — [1252, 1009, 1508, 1010]
ad-simaiai-1: ΣΗΜΑΙΑΙ — [475, 1452, 583, 1480]
col2-sub-right-title: ΠΩΣ ΕΧΕΙ ΔΙΑΙΡΕΘΗ Ο ΤΟΥΡΚΙΚΟΣ ΣΤΡΑΤΟΣ — [536, 552, 663, 570]
col2-headline-2: ΠΡΟΒΛΕΨΕΙΣ ΚΑΙ ΥΠΟΘΕΣΕΙΣ — [406, 523, 652, 540]
ad-kakis-line1: ΚΑΚΗΣ — [1281, 1125, 1343, 1141]
ad-anachoriseis-body: Κυριακὴν 7 μ.μ. Χαλκίδα, Βόλον καὶ Θεσσαλονίκην. Κυριακὴν 7 μ. μ. Λαύριον, Κέφαλον, Χαλκίδα. Δευτέραν 10 π. μ. Πάτρας, Κέρκυραν, Ἄργος Σαράνδα, Βρινδήσιον. Τρίτην 7 π.μ. Χαλκίδα, Θεσσαλονίκην. Τρίτην 8 μ.μ. Μονεμβασίαν, Κύθηρα, Ἀντικύθηρα, Γύθειον. Τρίτην 8 μ.μ. δι' ὅλους τοὺς λιμένας Πελοποννήσου (διὰ τοῦ Ἰσθμοῦ) καὶ Ἰτέαν, Γαλαξίδιον, Αἴγιον, Πάτρας, Ἀλεξανδρούπολιν, Ἀμφιλοχικήν. Τετάρτην 7 π.μ. Χαλκίδα, Θεσσαλονίκην. Τετάρτην 8 μ.μ. Σύρον, Τῆνον, Ἄνδρον, Κάρθαιαν. Πέμπτην 7 π.μ. Χαλκίδα, Θεσσαλονίκην. Πέμπτην «Χρυσαλλὶς» 7 μ.μ. διὰ Κρήτην. Πέμπτην Σύρον, Μύκονον, Νάξον, Ἴον, Οἶαν καὶ Θήραν. Παρασκευὴν 8 π. μ. κατ' εὐθεῖαν Χαλκίδα, Θεσσαλονίκην. Σάββατον 8 π. μ. «Ἀτρόμητος» Πάτρας, Κέρκυραν, Ἅγιον Σαράντα, Βρινδήσιον. Σάββατον 7 π.μ. Χαλκίδα, Βόλον, Θεσσαλονίκην. Σάββατον 8 μ.μ. Γύθειον, Πύργον, Ζάκυνθον, Λευκάδα, Ἀργοστόλιον. — [582, 930, 672, 1290]
article-paragraph: Μετὰ τὴν κατάθλιψιν τοῦ «Μουσάρων» ἡ Γερμανοὶ ἐπληγμένον εἰς ἄλλα δύο Ἀγγλικὰ καταδρομικά, τὰ δημὲς περιθάλπει τὰς τὸ τοῦ «Βαγκιάρη καὶ τοῦ ἀνδιαχθέντος» τούτους, ἄλλους ἐνωρίς, καὶ τῷ ἀποδειχθεὶς τοῦ κατηγορούμενον. — [96, 523, 378, 553]
